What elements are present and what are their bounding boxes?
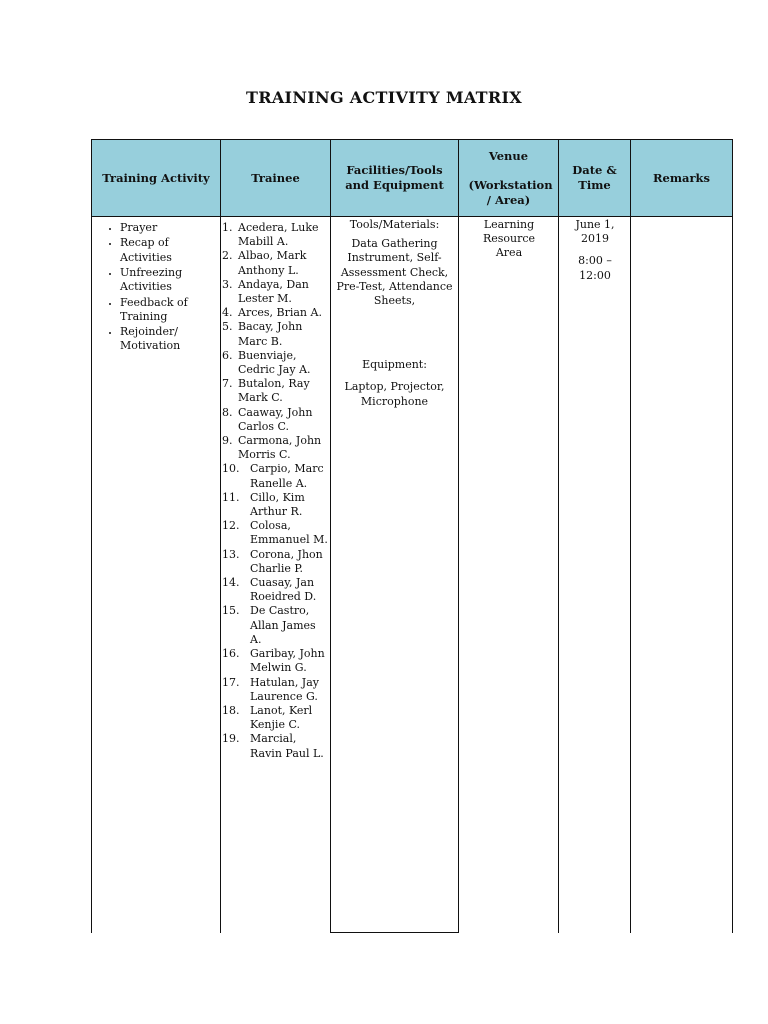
trainee-name: Garibay, John Melwin G.: [250, 647, 325, 675]
document-title: TRAINING ACTIVITY MATRIX: [246, 88, 522, 107]
trainee-number: 1.: [222, 221, 233, 234]
trainee-item: [222, 647, 330, 675]
trainee-number: 15.: [222, 604, 240, 618]
trainee-number: 4.: [222, 306, 233, 320]
trainee-name: Marcial, Ravin Paul L.: [250, 732, 324, 760]
activity-item: • Feedback of Training: [120, 296, 221, 324]
trainee-item: [222, 519, 330, 547]
tools-heading: Tools/Materials:: [349, 218, 440, 231]
trainee-item: [222, 349, 330, 377]
trainee-item: [222, 434, 330, 462]
trainee-number: 8.: [222, 405, 233, 419]
trainee-number: 7.: [222, 377, 233, 391]
trainee-number: 16.: [222, 647, 240, 661]
trainee-name: Cuasay, Jan Roeidred D.: [250, 576, 317, 604]
trainee-name: Bacay, John Marc B.: [238, 320, 303, 348]
trainee-item: [222, 462, 330, 490]
time-text: 8:00 – 12:00: [578, 254, 612, 282]
venue-cell: [471, 217, 547, 933]
equipment-text: Laptop, Projector, Microphone: [344, 380, 445, 408]
date-time-cell: [561, 217, 629, 933]
activity-item: • Unfreezing Activities: [120, 266, 221, 294]
equipment-heading: Equipment:: [362, 358, 427, 372]
trainee-number: 18.: [222, 703, 240, 717]
trainee-item: [222, 221, 330, 249]
tools-text: Data Gathering Instrument, Self-Assessment Check, Pre-Test, Attendance Sheets,: [336, 237, 453, 308]
trainee-item: [222, 306, 330, 320]
date-text: June 1, 2019: [575, 218, 615, 246]
trainee-item: [222, 704, 330, 732]
trainee-number: 6.: [222, 348, 233, 362]
trainee-name: Corona, Jhon Charlie P.: [250, 547, 323, 575]
trainee-number: 11.: [222, 490, 240, 504]
trainee-item: [222, 576, 330, 604]
trainee-name: Carmona, John Morris C.: [238, 434, 322, 462]
remarks-cell: [631, 217, 732, 933]
trainee-cell: [222, 217, 330, 933]
trainee-name: Hatulan, Jay Laurence G.: [250, 675, 319, 703]
trainee-name: Colosa, Emmanuel M.: [250, 519, 328, 547]
header-date-time: Date & Time: [558, 139, 631, 217]
trainee-number: 5.: [222, 320, 233, 334]
trainee-item: [222, 491, 330, 519]
venue-text: Learning Resource Area: [482, 218, 536, 260]
trainee-name: Arces, Brian A.: [238, 306, 322, 320]
trainee-item: [222, 320, 330, 348]
header-trainee: Trainee: [220, 139, 331, 217]
activity-cell: [91, 217, 221, 933]
trainee-number: 14.: [222, 576, 240, 590]
trainee-name: Cillo, Kim Arthur R.: [250, 490, 305, 519]
trainee-name: Buenviaje, Cedric Jay A.: [238, 348, 311, 377]
trainee-number: 10.: [222, 462, 240, 476]
trainee-list: [222, 221, 330, 761]
trainee-number: 13.: [222, 547, 240, 561]
trainee-item: [222, 732, 330, 760]
trainee-name: Andaya, Dan Lester M.: [238, 277, 309, 306]
facilities-cell: [331, 217, 458, 933]
trainee-name: Albao, Mark Anthony L.: [238, 249, 307, 277]
trainee-item: [222, 604, 330, 647]
trainee-name: De Castro, Allan James A.: [250, 604, 316, 646]
trainee-item: [222, 249, 330, 277]
header-training-activity: Training Activity: [91, 139, 221, 217]
trainee-number: 3.: [222, 277, 233, 291]
activity-item: • Recap of Activities: [120, 236, 221, 264]
trainee-item: [222, 548, 330, 576]
trainee-number: 2.: [222, 249, 233, 263]
trainee-name: Caaway, John Carlos C.: [238, 405, 313, 433]
header-facilities: Facilities/Tools and Equipment: [330, 139, 459, 217]
activity-list: [91, 221, 221, 354]
trainee-item: [222, 676, 330, 704]
training-matrix-table: [91, 139, 733, 933]
trainee-item: [222, 406, 330, 434]
trainee-name: Carpio, Marc Ranelle A.: [250, 462, 324, 490]
activity-item: • Rejoinder/ Motivation: [120, 325, 221, 353]
trainee-number: 19.: [222, 732, 240, 746]
trainee-number: 9.: [222, 434, 233, 448]
header-venue: Venue (Workstation / Area): [458, 139, 559, 217]
header-remarks: Remarks: [630, 139, 733, 217]
trainee-item: [222, 377, 330, 405]
trainee-number: 17.: [222, 675, 240, 689]
trainee-item: [222, 278, 330, 306]
trainee-name: Lanot, Kerl Kenjie C.: [250, 703, 313, 732]
trainee-number: 12.: [222, 519, 240, 533]
trainee-name: Butalon, Ray Mark C.: [238, 377, 310, 405]
trainee-name: Acedera, Luke Mabill A.: [238, 221, 319, 249]
activity-item: • Prayer: [120, 221, 221, 235]
